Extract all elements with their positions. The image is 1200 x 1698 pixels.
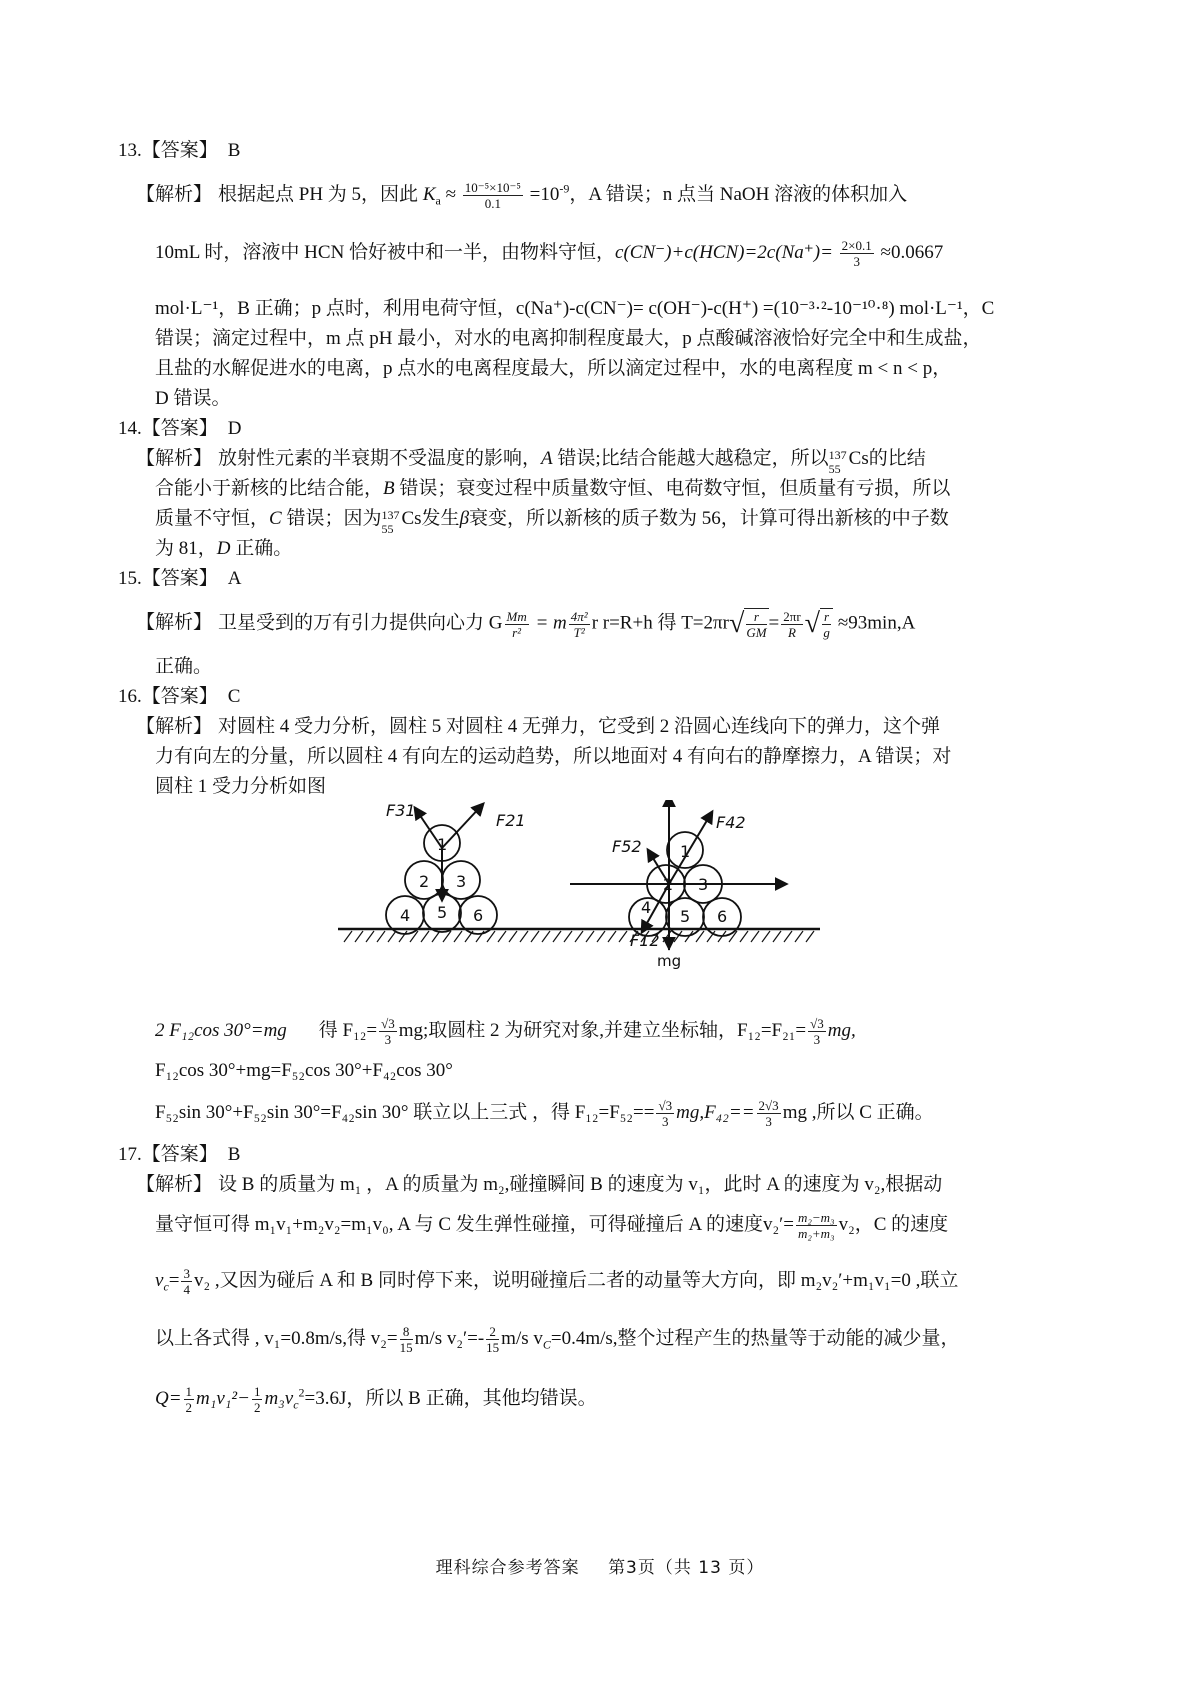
analysis-tag: 【解析】	[136, 183, 213, 205]
text: 卫星受到的万有引力提供向心力 G	[218, 612, 503, 634]
fraction	[252, 1384, 263, 1415]
q14-analysis-line-1	[136, 446, 1080, 476]
q14-answer-line	[118, 416, 1080, 442]
fraction	[656, 1098, 674, 1129]
text: 以上各式得 , v₁=0.8m/s,得 v₂=	[155, 1327, 398, 1349]
cylinder-label: 4	[400, 906, 411, 925]
text: ≈0.0667	[875, 241, 944, 263]
analysis-tag: 【解析】	[136, 1174, 213, 1195]
q15-answer-line	[118, 566, 1080, 592]
denominator: 3	[765, 1114, 772, 1129]
fraction	[781, 609, 802, 640]
force-label-f21: F21	[496, 811, 526, 830]
q13-analysis-line-4: 错误；滴定过程中，m 点 pH 最小，对水的电离抑制程度最大，p 点酸碱溶液恰好完全中和生成盐，	[155, 328, 982, 349]
text: C	[542, 1337, 551, 1352]
answer-value: A	[227, 568, 242, 589]
q14-analysis-line-2	[155, 476, 1080, 502]
ground-hatch-mark	[740, 931, 748, 942]
text: =	[768, 612, 780, 634]
fraction	[181, 1266, 192, 1297]
denominator: m₂+m₃	[797, 1226, 835, 1241]
denominator: 3	[662, 1114, 669, 1129]
fraction	[746, 609, 766, 640]
text: mg,F₄₂==	[676, 1101, 755, 1123]
q16-equation-1	[155, 1016, 1080, 1047]
cylinder-label: 6	[473, 906, 484, 925]
q17-analysis-line-4	[155, 1324, 1080, 1355]
text: m₁v₁²−	[196, 1387, 250, 1409]
ground-hatch-mark	[520, 931, 528, 942]
denominator: T²	[573, 624, 585, 640]
numerator: r	[824, 609, 830, 624]
ground-hatch-mark	[784, 931, 792, 942]
force-label-mg: mg	[657, 952, 682, 970]
ground-hatch-mark	[344, 931, 352, 942]
denominator: 0.1	[484, 196, 501, 211]
numerator: 2√3	[758, 1098, 779, 1113]
q14-analysis-line-3	[155, 506, 1080, 536]
text: c	[293, 1397, 299, 1412]
ground-hatch-mark	[762, 931, 770, 942]
atomic-number: 55	[828, 462, 841, 476]
text: v₂，C 的速度	[838, 1213, 949, 1235]
q16-answer-line	[118, 684, 1080, 710]
element-symbol: Cs	[848, 448, 869, 469]
ground-hatch-mark	[751, 931, 759, 942]
text: =	[168, 1269, 180, 1291]
element-symbol: Cs	[401, 508, 422, 529]
ground-hatch-mark	[575, 931, 583, 942]
fraction	[379, 1016, 397, 1047]
q15-analysis-line-1	[136, 608, 1080, 640]
numerator: √3	[658, 1098, 673, 1113]
text: F₅₂sin 30°+F₅₂sin 30°=F₄₂sin 30° 联立以上三式 ，得 F₁₂=F₅₂==	[155, 1101, 655, 1123]
analysis-tag: 【解析】	[136, 448, 213, 469]
force-label-f12: F12	[630, 931, 660, 950]
question-number: 16.	[118, 686, 142, 707]
ground-hatch-mark	[432, 931, 440, 942]
numerator: √3	[810, 1016, 824, 1031]
text: 合能小于新核的比结合能，	[155, 478, 384, 499]
text: 对圆柱 4 受力分析，圆柱 5 对圆柱 4 无弹力，它受到 2 沿圆心连线向下的弹力，这个弹	[218, 716, 941, 737]
text: 错误；衰变过程中质量数守恒、电荷数守恒，但质量有亏损，所以	[394, 478, 951, 499]
atomic-number: 55	[381, 522, 394, 536]
text: 根据起点 PH 为 5，因此	[218, 183, 423, 205]
ground-hatch-mark	[806, 931, 814, 942]
text: =3.6J，所以 B 正确，其他均错误。	[304, 1387, 597, 1409]
q13-analysis-line-3: mol·L⁻¹，B 正确；p 点时，利用电荷守恒，c(Na⁺)-c(CN⁻)= c(OH⁻)-c(H⁺) =(10⁻³·²-10⁻¹⁰·⁸) mol·L⁻¹，C	[155, 298, 995, 319]
fraction	[486, 1324, 499, 1355]
cylinder-label: 1	[437, 835, 448, 854]
cylinder-label: 2	[419, 872, 430, 891]
q17-analysis-line-2	[155, 1210, 1080, 1241]
denominator: 2	[185, 1400, 193, 1415]
denominator: r²	[512, 624, 522, 640]
answer-value: B	[227, 140, 241, 161]
ground-hatch-mark	[377, 931, 385, 942]
ground-hatch-mark	[509, 931, 517, 942]
text: = m	[530, 612, 567, 634]
force-label-f31: F31	[386, 801, 416, 820]
denominator: 3	[384, 1032, 392, 1047]
q13-analysis-line-5: 且盐的水解促进水的电离，p 点水的电离程度最大，所以滴定过程中，水的电离程度 m < n < p，	[155, 358, 952, 379]
text: Q=	[155, 1387, 182, 1409]
q16-analysis-line-3: 圆柱 1 受力分析如图	[155, 776, 327, 797]
answer-tag: 【答案】	[141, 140, 218, 161]
q17-analysis-line-3	[155, 1266, 1080, 1297]
ground-hatch-mark	[355, 931, 363, 942]
q17-answer-line	[118, 1142, 1080, 1168]
analysis-tag: 【解析】	[136, 612, 213, 634]
text: c	[163, 1279, 169, 1294]
cylinder-label: 1	[680, 842, 691, 861]
answer-tag: 【答案】	[141, 568, 218, 589]
numerator: 2	[486, 1324, 499, 1340]
cylinder-label: 5	[680, 907, 691, 926]
ground-hatch-mark	[619, 931, 627, 942]
q13-analysis-line-2	[155, 238, 1080, 269]
fraction	[822, 609, 831, 640]
footer-title: 理科综合参考答案	[435, 1558, 580, 1578]
numerator: 1	[185, 1384, 193, 1399]
ground-hatch-mark	[498, 931, 506, 942]
text: B	[383, 478, 395, 499]
answer-tag: 【答案】	[141, 418, 218, 439]
numerator: 2×0.1	[841, 238, 872, 253]
ground-hatch-mark	[487, 931, 495, 942]
q13-analysis-line-1	[136, 180, 1080, 211]
fraction	[757, 1098, 781, 1129]
denominator: R	[787, 624, 796, 640]
numerator: m₂−m₃	[797, 1210, 835, 1225]
radical-sign: √	[728, 608, 745, 639]
text: 发生	[421, 508, 460, 529]
ground-hatch-mark	[542, 931, 550, 942]
ground-hatch-mark	[553, 931, 561, 942]
radical-sign: √	[804, 608, 821, 639]
ground-hatch-mark	[531, 931, 539, 942]
denominator: g	[823, 625, 830, 640]
page-number: 第3页（共 13 页）	[608, 1558, 765, 1578]
text: mg;取圆柱 2 为研究对象,并建立坐标轴，F₁₂=F₂₁=	[398, 1019, 807, 1041]
ground-hatch-mark	[366, 931, 374, 942]
text: 正确。	[230, 538, 293, 559]
denominator: GM	[746, 625, 767, 640]
fraction	[463, 180, 523, 211]
ground-hatch-mark	[388, 931, 396, 942]
fraction	[184, 1384, 195, 1415]
denominator: 15	[399, 1340, 413, 1355]
text: 的比结	[868, 448, 926, 469]
q14-analysis-line-4	[155, 536, 1080, 562]
numerator: r	[746, 609, 766, 625]
ground-hatch-mark	[421, 931, 429, 942]
text: c(CN⁻)+c(HCN)=2c(Na⁺)=	[615, 241, 838, 263]
mass-number: 137	[381, 508, 400, 522]
denominator: 3	[853, 254, 860, 269]
fraction	[796, 1210, 837, 1241]
text: 设 B 的质量为 m₁ ，A 的质量为 m₂,碰撞瞬间 B 的速度为 v₁，此时 A 的速度为 v₂,根据动	[218, 1174, 943, 1195]
text: mg,	[827, 1019, 856, 1041]
fraction	[840, 238, 874, 269]
text: ≈93min,A	[833, 612, 916, 634]
numerator: 2πr	[783, 608, 801, 624]
answer-value: B	[227, 1144, 241, 1165]
fraction	[569, 609, 590, 640]
fraction	[400, 1324, 413, 1355]
arrow-f42	[669, 812, 712, 884]
q13-answer-line	[118, 138, 1080, 164]
text: ≈	[440, 183, 461, 205]
fraction	[808, 1016, 826, 1047]
answer-tag: 【答案】	[141, 686, 218, 707]
text: ，A 错误；n 点当 NaOH 溶液的体积加入	[569, 183, 908, 205]
denominator: 15	[486, 1340, 500, 1355]
force-diagram	[300, 800, 860, 1000]
question-number: 13.	[118, 140, 142, 161]
cylinder-label: 3	[698, 875, 709, 894]
question-number: 15.	[118, 568, 142, 589]
text: -9	[559, 181, 570, 196]
text: 2 F₁₂cos 30°=mg	[155, 1019, 287, 1041]
text: D	[216, 538, 231, 559]
q16-equation-3	[155, 1098, 1080, 1129]
denominator: 4	[183, 1282, 190, 1297]
answer-tag: 【答案】	[141, 1144, 218, 1165]
cylinder-label: 6	[717, 907, 728, 926]
text: 量守恒可得 m₁v₁+m₂v₂=m₁v₀, A 与 C 发生弹性碰撞，可得碰撞后 A 的速度v₂′=	[155, 1213, 794, 1235]
analysis-tag: 【解析】	[136, 716, 213, 737]
text: 错误；因为	[281, 508, 382, 529]
text: 10mL 时，溶液中 HCN 恰好被中和一半，由物料守恒，	[155, 241, 616, 263]
q17-analysis-line-1	[136, 1172, 1080, 1198]
denominator: 3	[813, 1032, 821, 1047]
fraction	[505, 609, 529, 640]
page-footer	[0, 1553, 1200, 1578]
numerator: 8	[400, 1324, 413, 1340]
numerator: 1	[253, 1384, 261, 1399]
q16-analysis-line-2: 力有向左的分量，所以圆柱 4 有向左的运动趋势，所以地面对 4 有向右的静摩擦力，A 错误；对	[155, 746, 952, 767]
question-number: 14.	[118, 418, 142, 439]
text: 错误;比结合能越大越稳定，所以	[552, 448, 829, 469]
text: 衰变，所以新核的质子数为 56，计算可得出新核的中子数	[469, 508, 949, 529]
text: =0.4m/s,整个过程产生的热量等于动能的减少量，	[550, 1327, 960, 1349]
numerator: 3	[183, 1266, 190, 1281]
answer-value: D	[227, 418, 242, 439]
q13-analysis-line-6: D 错误。	[155, 388, 231, 409]
square-root	[805, 608, 833, 640]
text: 得 F₁₂=	[318, 1019, 378, 1041]
isotope-cs137	[828, 446, 849, 476]
q16-analysis-line-1	[136, 714, 1080, 740]
text: A	[541, 448, 553, 469]
numerator: √3	[381, 1016, 395, 1031]
text: 放射性元素的半衰期不受温度的影响，	[218, 448, 542, 469]
answer-value: C	[227, 686, 241, 707]
denominator: 2	[253, 1400, 261, 1415]
q15-analysis-line-2: 正确。	[155, 656, 213, 677]
numerator: 10⁻⁵×10⁻⁵	[464, 180, 521, 195]
cylinder-label: 4	[641, 898, 652, 917]
ground-hatch-mark	[597, 931, 605, 942]
text: β	[459, 508, 470, 529]
text: C	[269, 508, 282, 529]
isotope-cs137	[381, 506, 401, 536]
text: 2	[298, 1385, 305, 1400]
text: r r=R+h 得 T=2πr	[591, 612, 729, 634]
numerator: 4π²	[570, 608, 588, 624]
text: v₂ ,又因为碰后 A 和 B 同时停下来，说明碰撞后二者的动量等大方向，即 m₂v₂′+m₁v₁=0 ,联立	[193, 1269, 959, 1291]
numerator: Mm	[506, 608, 527, 624]
q17-analysis-line-5	[155, 1384, 1080, 1415]
text: m/s v	[501, 1327, 543, 1349]
text: =10	[524, 183, 560, 205]
force-label-f52: F52	[612, 837, 642, 856]
question-number: 17.	[118, 1144, 142, 1165]
q16-equation-2: F₁₂cos 30°+mg=F₅₂cos 30°+F₄₂cos 30°	[155, 1060, 453, 1081]
text: K	[422, 183, 436, 205]
force-label-f42: F42	[716, 813, 746, 832]
right-arrows	[570, 800, 786, 950]
ground-line	[338, 929, 820, 942]
ground-hatch-mark	[586, 931, 594, 942]
ground-hatch-mark	[564, 931, 572, 942]
cylinder-label: 2	[663, 875, 674, 894]
ground-hatch-mark	[773, 931, 781, 942]
square-root	[729, 608, 769, 640]
mass-number: 137	[828, 448, 847, 462]
text: v	[155, 1269, 164, 1291]
text: m/s v₂′=-	[414, 1327, 485, 1349]
ground-hatch-mark	[795, 931, 803, 942]
text: m₃v	[264, 1387, 294, 1409]
ground-hatch-mark	[608, 931, 616, 942]
cylinder-label: 5	[437, 903, 448, 922]
text: 为 81，	[155, 538, 217, 559]
cylinder-label: 3	[456, 872, 467, 891]
text: a	[435, 193, 441, 208]
text: 质量不守恒，	[155, 508, 270, 529]
left-force-labels	[386, 801, 526, 830]
text: mg ,所以 C 正确。	[782, 1101, 934, 1123]
ground-hatch-mark	[454, 931, 462, 942]
